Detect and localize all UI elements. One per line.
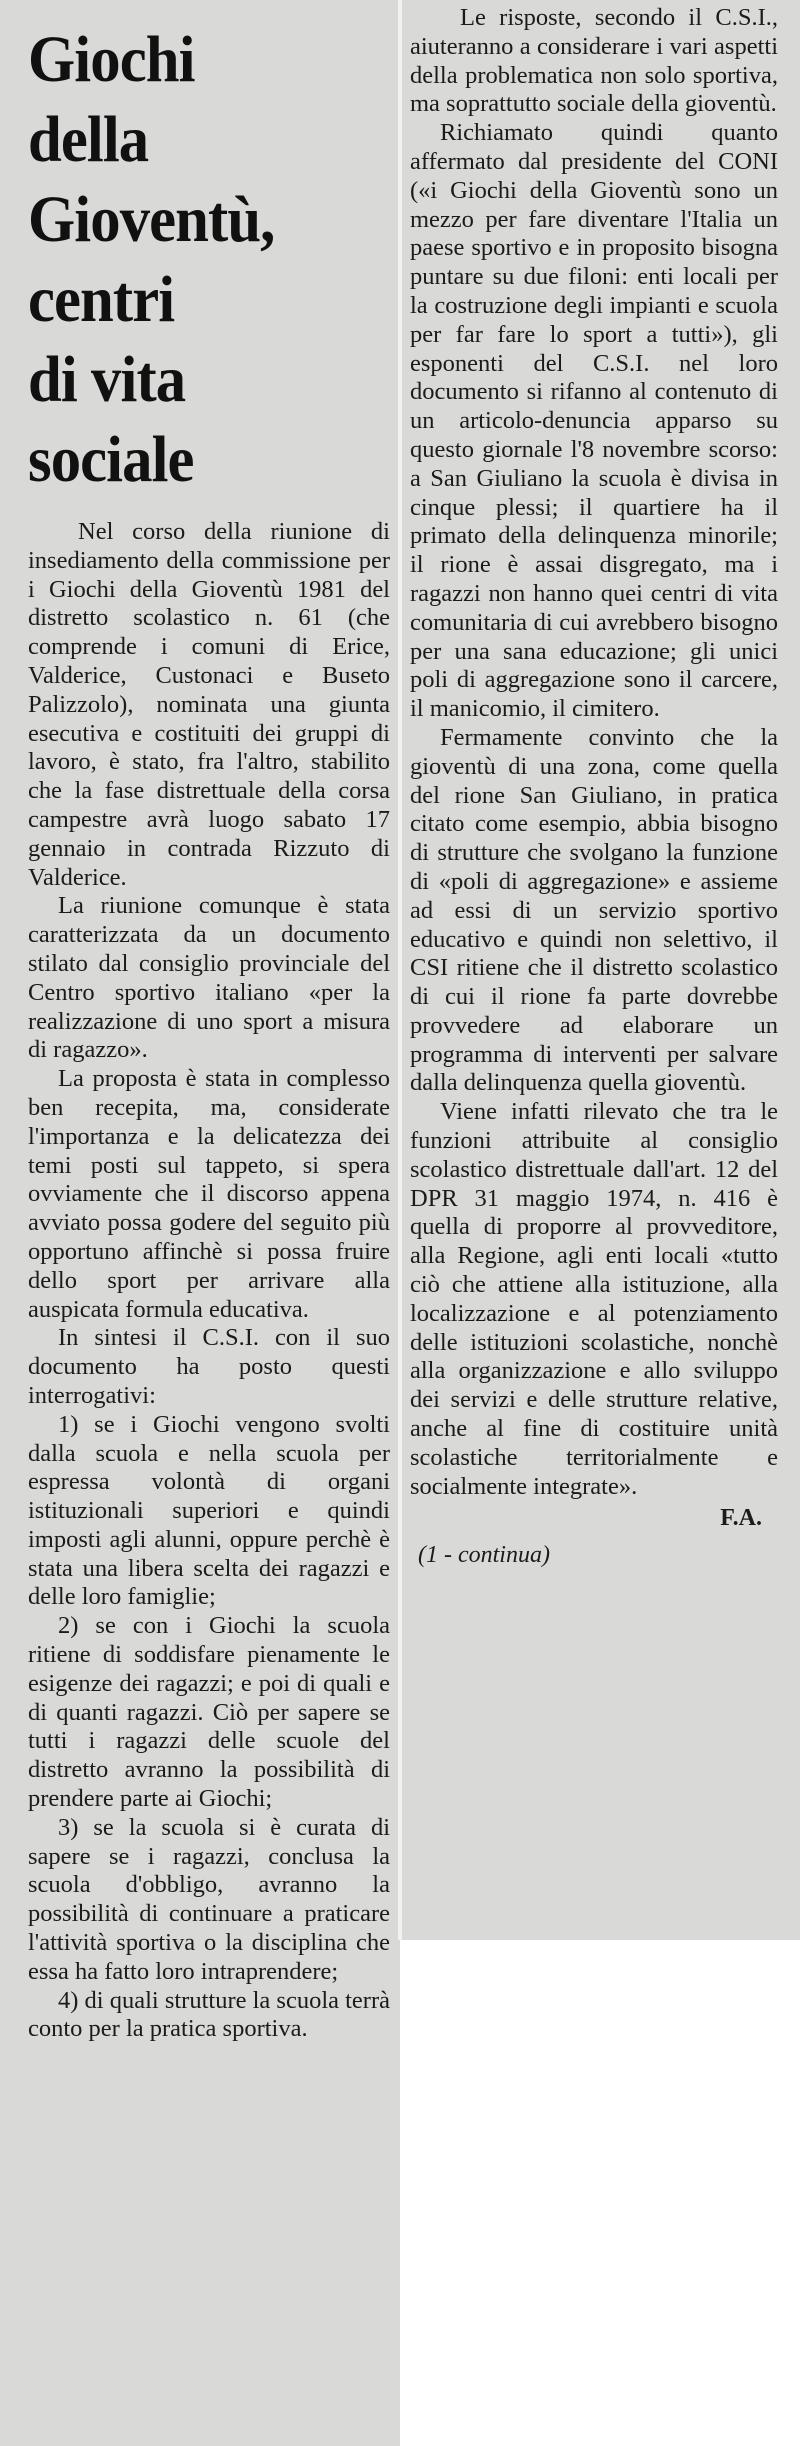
list-item-paragraph: 1) se i Giochi vengono svolti dalla scuola e nella scuola per espressa volontà di organi istituzionali superiori e quindi imposti agli alunni, oppure perchè è stata una libera scelta dei ragazzi e delle loro famiglie;	[28, 1410, 390, 1611]
body-paragraph: Viene infatti rilevato che tra le funzioni attribuite al consiglio scolastico distrettuale dall'art. 12 del DPR 31 maggio 1974, n. 416 è quella di proporre al provveditore, alla Regione, agli enti locali «tutto ciò che attiene alla istituzione, alla localizzazione e al potenziamento delle istituzioni scolastiche, nonchè alla organizzazione e allo sviluppo dei servizi e delle strutture relative, anche al fine di costituire unità scolastiche territorialmente e socialmente integrate».	[410, 1098, 778, 1500]
headline-line: della	[28, 103, 149, 176]
continuation-note: (1 - continua)	[418, 1542, 550, 1569]
left-column	[28, 20, 390, 2044]
body-paragraph: La riunione comunque è stata caratterizzata da un documento stilato dal consiglio provinciale del Centro sportivo italiano «per la realizzazione di uno sport a misura di ragazzo».	[28, 892, 390, 1064]
list-item-paragraph: 2) se con i Giochi la scuola ritiene di soddisfare pienamente le esigenze dei ragazzi; e poi di quali e di quanti ragazzi. Ciò per sapere se tutti i ragazzi delle scuole del distretto avranno la possibilità di prendere parte ai Giochi;	[28, 1612, 390, 1813]
author-signature: F.A.	[720, 1505, 762, 1532]
headline-line: di vita	[28, 343, 186, 416]
list-item-paragraph: 4) di quali strutture la scuola terrà conto per la pratica sportiva.	[28, 1986, 390, 2043]
headline-line: sociale	[28, 423, 194, 496]
headline-line: Giochi	[28, 23, 195, 96]
body-paragraph: Fermamente convinto che la gioventù di una zona, come quella del rione San Giuliano, in pratica citato come esempio, abbia bisogno di strutture che svolgano la funzione di «poli di aggregazione» e assieme ad essi di un servizio sportivo educativo e quindi non selettivo, il CSI ritiene che il distretto scolastico di cui il rione fa parte dovrebbe provvedere ad elaborare un programma di interventi per salvare dalla delinquenza quella gioventù.	[410, 723, 778, 1097]
headline	[28, 20, 361, 500]
headline-line: Gioventù,	[28, 183, 275, 256]
list-item-paragraph: 3) se la scuola si è curata di sapere se i ragazzi, conclusa la scuola d'obbligo, avranno la possibilità di continuare a praticare l'attività sportiva o la disciplina che essa ha fatto loro intraprendere;	[28, 1813, 390, 1985]
body-paragraph: Richiamato quindi quanto affermato dal presidente del CONI («i Giochi della Gioventù sono un mezzo per fare diventare l'Italia un paese sportivo e in proposito bisogna puntare su due filoni: enti locali per la costruzione degli impianti e scuola per far fare lo sport a tutti»), gli esponenti del C.S.I. nel loro documento si rifanno al contenuto di un articolo-denuncia apparso su questo giornale l'8 novembre scorso: a San Giuliano la scuola è divisa in cinque plessi; il quartiere ha il primato della delinquenza minorile; il rione è assai disgregato, ma i ragazzi non hanno quei centri di vita comunitaria di cui avrebbero bisogno per una sana educazione; gli unici poli di aggregazione sono il carcere, il manicomio, il cimitero.	[410, 119, 778, 723]
body-paragraph: In sintesi il C.S.I. con il suo documento ha posto questi interrogativi:	[28, 1324, 390, 1409]
body-paragraph: Le risposte, secondo il C.S.I., aiuteranno a considerare i vari aspetti della problematica non solo sportiva, ma soprattutto sociale della gioventù.	[410, 4, 778, 118]
right-column	[410, 4, 778, 1569]
headline-line: centri	[28, 263, 175, 336]
column-divider	[398, 0, 402, 1940]
body-paragraph: Nel corso della riunione di insediamento della commissione per i Giochi della Gioventù 1981 del distretto scolastico n. 61 (che comprende i comuni di Erice, Valderice, Custonaci e Buseto Palizzolo), nominata una giunta esecutiva e costituiti dei gruppi di lavoro, è stato, fra l'altro, stabilito che la fase distrettuale della corsa campestre avrà luogo sabato 17 gennaio in contrada Rizzuto di Valderice.	[28, 518, 390, 891]
body-paragraph: La proposta è stata in complesso ben recepita, ma, considerate l'importanza e la delicatezza dei temi posti sul tappeto, si spera ovviamente che il discorso appena avviato possa godere del seguito più opportuno affinchè si possa fruire dello sport per arrivare alla auspicata formula educativa.	[28, 1065, 390, 1323]
